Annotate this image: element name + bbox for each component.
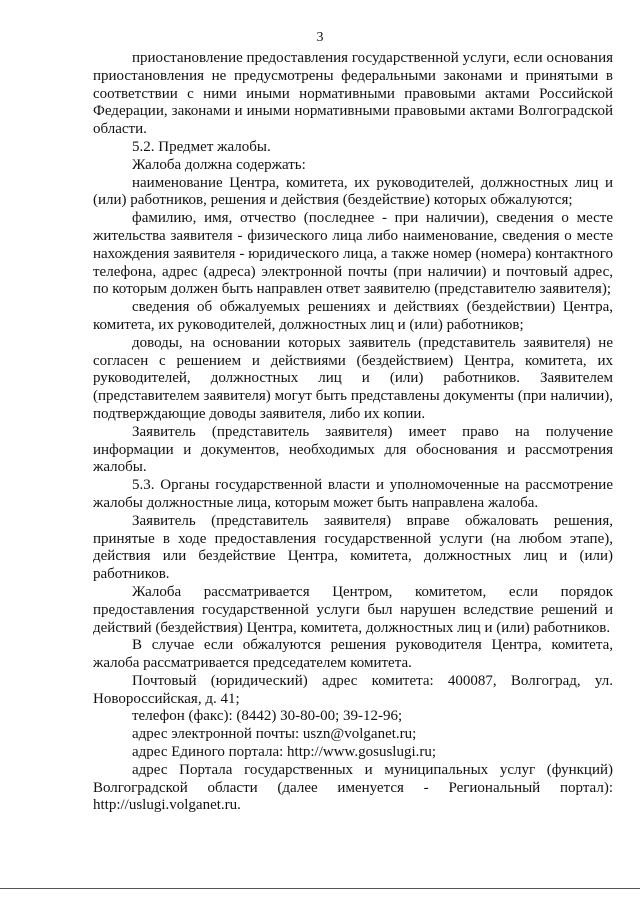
paragraph: телефон (факс): (8442) 30-80-00; 39-12-96; — [132, 708, 403, 725]
paragraph: Жалоба рассматривается Центром, комитетом, если порядок предоставления государственной услуги был нарушен вследствие решений и действий (бездействия) Центра, комитета, должностных лиц и (или) работников. — [93, 583, 613, 636]
paragraph: адрес электронной почты: uszn@volganet.ru; — [132, 726, 417, 743]
footer-divider — [0, 888, 640, 889]
paragraph: сведения об обжалуемых решениях и действиях (бездействии) Центра, комитета, их руководителей, должностных лиц и (или) работников; — [93, 299, 613, 333]
paragraph: доводы, на основании которых заявитель (представитель заявителя) не согласен с решением и действиями (бездействием) Центра, комитета, их руководителей, должностных лиц и (или) работников. Заявителем (представителем заявителя) могут быть представлены документы (при наличии), подтверждающие доводы заявителя, либо их копии. — [93, 334, 613, 422]
page-number: 3 — [316, 30, 324, 45]
paragraph: Заявитель (представитель заявителя) имеет право на получение информации и документов, необходимых для обоснования и рассмотрения жалобы. — [93, 423, 613, 476]
section-heading: 5.3. Органы государственной власти и уполномоченные на рассмотрение жалобы должностные лица, которым может быть направлена жалоба. — [93, 477, 613, 511]
paragraph: Заявитель (представитель заявителя) вправе обжаловать решения, принятые в ходе предоставления государственной услуги (на любом этапе), действия или бездействие Центра, комитета, должностных лиц и (или) работников. — [93, 512, 613, 583]
paragraph: адрес Единого портала: http://www.gosuslugi.ru; — [132, 744, 437, 761]
paragraph: наименование Центра, комитета, их руководителей, должностных лиц и (или) работников, решения и действия (бездействие) которых обжалуются; — [93, 174, 613, 209]
paragraph: В случае если обжалуются решения руководителя Центра, комитета, жалоба рассматривается председателем комитета. — [93, 637, 613, 672]
paragraph: Почтовый (юридический) адрес комитета: 400087, Волгоград, ул. Новороссийская, д. 41; — [93, 672, 613, 707]
paragraph: фамилию, имя, отчество (последнее - при наличии), сведения о месте жительства заявителя - физического лица либо наименование, сведения о месте нахождения заявителя - юридического лица, а также номер (номера) контактного телефона, адрес (адреса) электронной почты (при наличии) и почтовый адрес, по которым должен быть направлен ответ заявителю (представителю заявителя); — [93, 210, 613, 298]
paragraph: Жалоба должна содержать: — [132, 156, 306, 173]
section-heading: 5.2. Предмет жалобы. — [132, 138, 271, 155]
document-body — [93, 50, 613, 815]
paragraph: адрес Портала государственных и муниципальных услуг (функций) Волгоградской области (далее именуется - Региональный портал): http://uslugi.volganet.ru. — [93, 761, 613, 814]
paragraph: приостановление предоставления государственной услуги, если основания приостановления не предусмотрены федеральными законами и принятыми в соответствии с ними иными нормативными правовыми актами Российской Федерации, законами и иными нормативными правовыми актами Волгоградской области. — [93, 50, 613, 138]
